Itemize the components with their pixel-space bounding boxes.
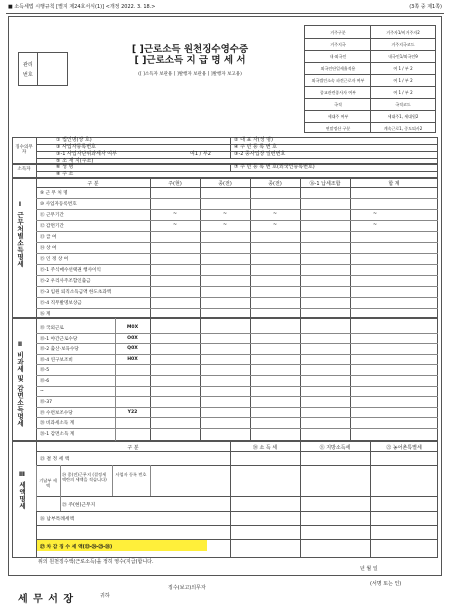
income-row-label: ⑮-2 우리사주조합인출금 (40, 279, 91, 284)
page-info: (3쪽 중 제1쪽) (409, 4, 442, 10)
residency-label: 외국법인소속 파견근로자 여부 (311, 77, 365, 83)
title-line-2: [ ]근로소득 지 급 명 세 서 (134, 55, 246, 67)
income-column-header: 종(전) (218, 181, 232, 187)
earner-name-label: ⑥ 성 명 (56, 164, 74, 170)
nontax-row-label: ⑲ 수련보조수당 (40, 410, 73, 416)
tax-column-header: ㉒ 농어촌특별세 (386, 445, 422, 451)
nontax-row-label: ⑱-1 야간근로수당 (40, 336, 78, 342)
tax-column-header: ㉑ 지방소득세 (319, 445, 351, 451)
period-separator: ~ (172, 222, 178, 228)
income-row-label: ⑮-1 주식매수선택권 행사이익 (40, 268, 101, 273)
earner-address-label: ⑧ 주 소 (56, 171, 74, 177)
residency-label: 종교관련종사자 여부 (319, 89, 357, 95)
residency-grid (304, 25, 436, 133)
footer-sign: (서명 또는 인) (370, 581, 402, 587)
residency-value[interactable]: 내국인1/외국인9 (388, 53, 418, 59)
nontax-row-label: ~ (40, 388, 44, 394)
income-row-label: ⑭ 상 여 (40, 246, 57, 251)
special-payment-label: ㉖ 납부특례세액 (40, 517, 75, 522)
residency-value[interactable]: 국적코드 (395, 101, 411, 107)
footer-statement: 위의 원천징수액(근로소득)을 정히 영수(지급)합니다. (38, 559, 154, 565)
unit-tax-label: ③-1 사업자단위과세자 여부 (56, 151, 117, 157)
nontax-section-label: Ⅱ 비과세 및 감면소득명세 (16, 340, 24, 427)
residency-label: 거주구분 (330, 29, 346, 35)
income-column-header: 종(전) (268, 181, 282, 187)
unit-tax-value[interactable]: 여1 / 부2 (190, 151, 211, 157)
income-row-label: ⑬ 급 여 (40, 235, 57, 240)
form-title (90, 44, 290, 67)
earner-resident-number-label: ⑦ 주 민 등 록 번 호(외국인등록번호) (234, 164, 315, 170)
nontax-row-code: O0X (127, 335, 138, 341)
form-reference-text: ■ 소득세법 시행규칙 [별지 제24호서식(1)] <개정 2022. 3. 18.> (8, 4, 156, 10)
residency-value[interactable]: 계속근로1, 중도퇴사2 (383, 125, 423, 131)
previous-workplace-label: ㉔ 종(전)근무지 (결정세액란의 세액을 적습니다) (62, 472, 107, 483)
resident-number-label: ④ 주 민 등 록 번 호 (234, 144, 277, 150)
residency-label: 외국인단일세율적용 (320, 65, 356, 71)
earner-section-label: 소득자 (17, 167, 31, 172)
biz-number-label: ③ 사업자등록번호 (56, 144, 96, 150)
residency-label: 세대주 여부 (327, 113, 349, 119)
income-row-label: ⑫ 감면기간 (40, 224, 64, 229)
period-separator: ~ (372, 211, 378, 217)
period-separator: ~ (172, 211, 178, 217)
period-separator: ~ (272, 211, 278, 217)
residency-value[interactable]: 거주자1/비거주자2 (386, 29, 420, 35)
current-workplace-label: ㉕ 주(현)근무지 (62, 503, 96, 508)
residency-label: 연말정산 구분 (325, 125, 351, 131)
nontax-row-code: Q0X (127, 346, 138, 352)
tax-column-header: 구 분 (127, 445, 139, 451)
nontax-row-label: ⑱ 국외근로 (40, 326, 64, 331)
company-section-label: 징수의무자 (15, 145, 33, 155)
prev-paid-tax-label: 기납부 세 액 (39, 478, 57, 489)
title-subtitle: ([ ]소득자 보관용 [ ]발행자 보관용 [ ]발행자 보고용) (138, 72, 242, 77)
nontax-row-label: ⑱-5 (40, 368, 50, 374)
income-row-label: ⑮-4 직무발명보상금 (40, 301, 82, 306)
tax-office-name: 세 무 서 장 (18, 594, 75, 605)
residency-value[interactable]: 여 1 / 부 2 (393, 77, 413, 83)
footer-payer: 징수(보고)의무자 (168, 585, 206, 591)
title-line-1: [ ]근로소득 원천징수영수증 (131, 44, 249, 55)
decided-tax-label: ㉓ 결 정 세 액 (40, 457, 70, 462)
nontax-row-label: ⑱-4 연구보조비 (40, 357, 73, 363)
income-row-label: ⑮-3 임원 퇴직소득금액 한도초과액 (40, 290, 112, 295)
tax-section-label: Ⅲ 세액명세 (18, 470, 26, 510)
income-row-label: ⑪ 근무기간 (40, 213, 64, 218)
residency-value[interactable]: 세대주1, 세대원2 (387, 113, 419, 119)
residency-label: 내·외국인 (329, 53, 347, 59)
income-row-label: ⑨ 근 무 처 명 (40, 191, 68, 196)
nontax-row-code: M0X (126, 325, 139, 330)
income-column-header: ⑯-1 납세조합 (309, 181, 341, 187)
income-column-header: 구 분 (87, 181, 99, 187)
footer-date[interactable]: 년 월 일 (360, 566, 378, 572)
tax-office-honorific: 귀하 (100, 593, 110, 599)
period-separator: ~ (372, 222, 378, 228)
tax-column-header: ⑳ 소 득 세 (252, 445, 278, 451)
net-withholding-tax-label: ㉗ 차 감 징 수 세 액(㉓-㉔-㉕-㉖) (40, 545, 113, 550)
nontax-row-label: ⑳ 비과세소득 계 (40, 421, 75, 427)
period-separator: ~ (222, 211, 228, 217)
tax-biz-number-label: 사업자 등록 번호 (115, 472, 147, 477)
nontax-row-label: ⑱-2 출산·보육수당 (40, 347, 79, 353)
representative-label: ② 대 표 자(성 명) (234, 137, 273, 143)
residency-value[interactable]: 거주지국코드 (391, 41, 415, 47)
nontax-row-code: H0X (127, 356, 138, 362)
income-row-label: ⑩ 사업자등록번호 (40, 202, 77, 207)
period-separator: ~ (222, 222, 228, 228)
company-address-label: ⑤ 소 재 지(주소) (56, 158, 94, 164)
nontax-row-label: ⑳-1 감면소득 계 (40, 432, 75, 437)
income-section-label: Ⅰ 근무처별소득명세 (16, 200, 24, 268)
period-separator: ~ (272, 222, 278, 228)
residency-label: 국적 (334, 101, 342, 107)
nontax-row-label: ⑱-6 (40, 379, 50, 384)
residency-label: 거주지국 (330, 41, 346, 47)
nontax-row-label: ⑱-37 (40, 400, 53, 406)
income-row-label: ⑯ 계 (40, 312, 51, 317)
nontax-row-code: Y22 (127, 409, 138, 415)
residency-value[interactable]: 여 1 / 부 2 (393, 65, 413, 71)
income-row-label: ⑮ 인 정 상 여 (40, 257, 69, 262)
income-column-header: 주(현) (168, 181, 182, 187)
form-reference (8, 5, 155, 10)
residency-value[interactable]: 여 1 / 부 2 (393, 89, 413, 95)
corp-name-label: ① 법인명(상 호) (56, 137, 92, 143)
management-number-box[interactable]: 관리 번호 (18, 52, 68, 86)
income-column-header: 합 계 (388, 181, 400, 187)
branch-number-label: ③-2 종사업장 일련번호 (234, 151, 286, 157)
